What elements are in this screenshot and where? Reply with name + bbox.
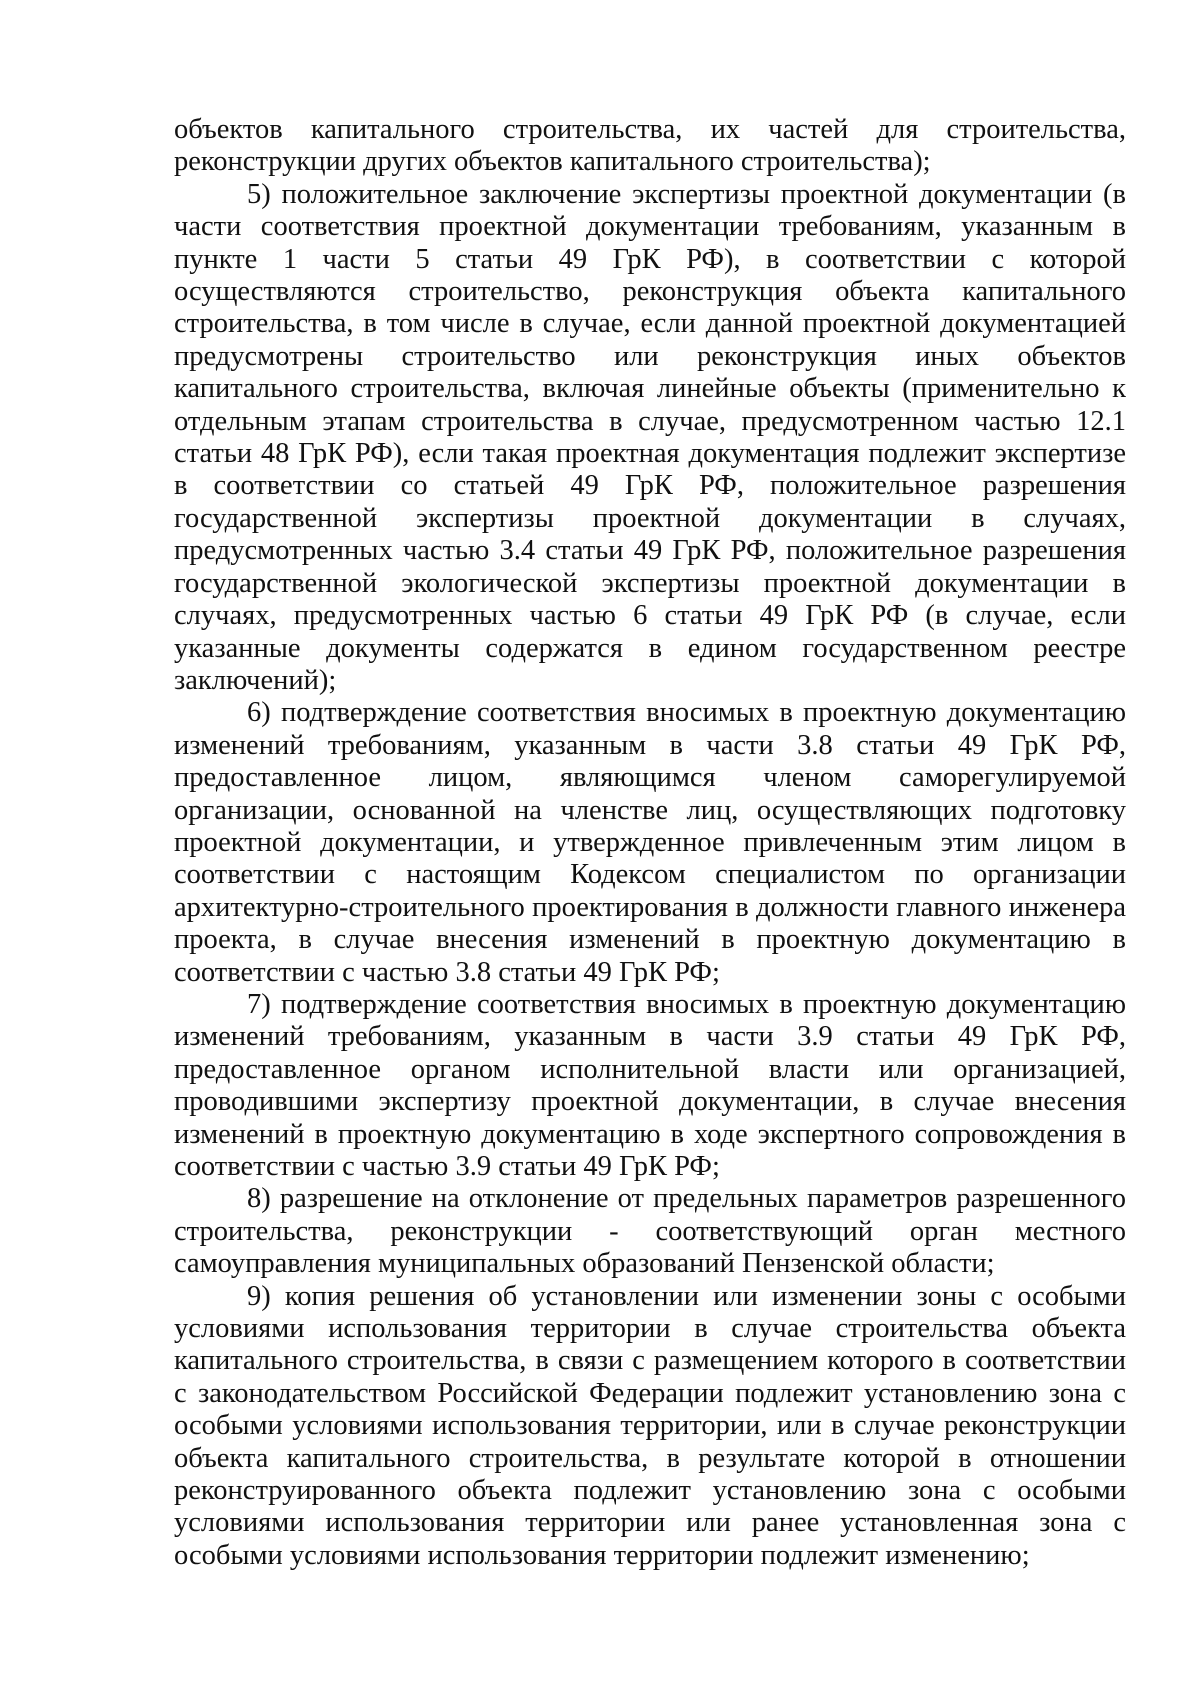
paragraph-item-6: 6) подтверждение соответствия вносимых в проектную документацию изменений требованиям, указанным в части 3.8 статьи 49 ГрК РФ, предоставленное лицом, являющимся членом саморегулируемой организации, основанной на членстве лиц, осуществляющих подготовку проектной документации, и утвержденное привлеченным этим лицом в соответствии с настоящим Кодексом специалистом по организации архитектурно-строительного проектирования в должности главного инженера проекта, в случае внесения изменений в проектную документацию в соответствии с частью 3.8 статьи 49 ГрК РФ; — [174, 697, 1126, 988]
paragraph-item-5: 5) положительное заключение экспертизы проектной документации (в части соответствия проектной документации требованиям, указанным в пункте 1 части 5 статьи 49 ГрК РФ), в соответствии с которой осуществляются строительство, реконструкция объекта капитального строительства, в том числе в случае, если данной проектной документацией предусмотрены строительство или реконструкция иных объектов капитального строительства, включая линейные объекты (применительно к отдельным этапам строительства в случае, предусмотренном частью 12.1 статьи 48 ГрК РФ), если такая проектная документация подлежит экспертизе в соответствии со статьей 49 ГрК РФ, положительное разрешения государственной экспертизы проектной документации в случаях, предусмотренных частью 3.4 статьи 49 ГрК РФ, положительное разрешения государственной экологической экспертизы проектной документации в случаях, предусмотренных частью 6 статьи 49 ГрК РФ (в случае, если указанные документы содержатся в едином государственном реестре заключений); — [174, 178, 1126, 696]
paragraph-item-8: 8) разрешение на отклонение от предельных параметров разрешенного строительства, реконструкции - соответствующий орган местного самоуправления муниципальных образований Пензенской области; — [174, 1183, 1126, 1280]
paragraph-item-7: 7) подтверждение соответствия вносимых в проектную документацию изменений требованиям, указанным в части 3.9 статьи 49 ГрК РФ, предоставленное органом исполнительной власти или организацией, проводившими экспертизу проектной документации, в случае внесения изменений в проектную документацию в ходе экспертного сопровождения в соответствии с частью 3.9 статьи 49 ГрК РФ; — [174, 988, 1126, 1182]
document-body — [174, 114, 1126, 1572]
paragraph-item-9: 9) копия решения об установлении или изменении зоны с особыми условиями использования территории в случае строительства объекта капитального строительства, в связи с размещением которого в соответствии с законодательством Российской Федерации подлежит установлению зона с особыми условиями использования территории, или в случае реконструкции объекта капитального строительства, в результате которой в отношении реконструированного объекта подлежит установлению зона с особыми условиями использования территории или ранее установленная зона с особыми условиями использования территории подлежит изменению; — [174, 1280, 1126, 1571]
paragraph-continuation: объектов капитального строительства, их частей для строительства, реконструкции других объектов капитального строительства); — [174, 114, 1126, 178]
